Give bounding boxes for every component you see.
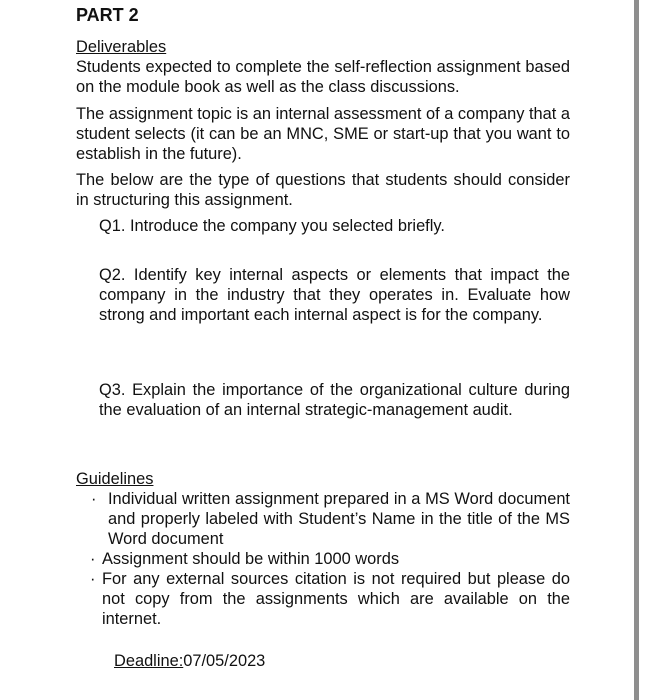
deliverables-paragraph: The assignment topic is an internal assessment of a company that a student selects (it can be an MNC, SME or start-up that you want to establish in the future). [76, 105, 570, 163]
deliverables-heading: Deliverables [76, 38, 167, 56]
bullet-icon: · [90, 570, 96, 588]
bullet-icon: · [91, 490, 97, 508]
question-item: Q2. Identify key internal aspects or elements that impact the company in the industry that they operates in. Evaluate how strong and important each internal aspect is for the company. [99, 266, 570, 324]
guideline-text: Assignment should be within 1000 words [102, 550, 400, 568]
guideline-text: Individual written assignment prepared in a MS Word document and properly labeled with Student’s Name in the title of the MS Word document [108, 490, 570, 548]
question-item: Q3. Explain the importance of the organizational culture during the evaluation of an internal strategic-management audit. [99, 381, 570, 419]
guideline-text-content: For any external sources citation is not required but please do not copy from the assignments which are available on the internet. [102, 570, 570, 628]
page-edge-bar [634, 0, 639, 700]
deliverables-paragraph: The below are the type of questions that students should consider in structuring this assignment. [76, 171, 570, 209]
deadline-label: Deadline: [114, 652, 184, 670]
deadline [114, 651, 265, 671]
part-title: PART 2 [76, 5, 139, 25]
guideline-text [102, 569, 570, 629]
question-item: Q1. Introduce the company you selected briefly. [99, 217, 445, 235]
bullet-icon: · [90, 550, 96, 568]
deadline-value: 07/05/2023 [183, 652, 266, 670]
deliverables-paragraph: Students expected to complete the self-reflection assignment based on the module book as well as the class discussions. [76, 58, 570, 96]
guidelines-heading: Guidelines [76, 470, 154, 488]
